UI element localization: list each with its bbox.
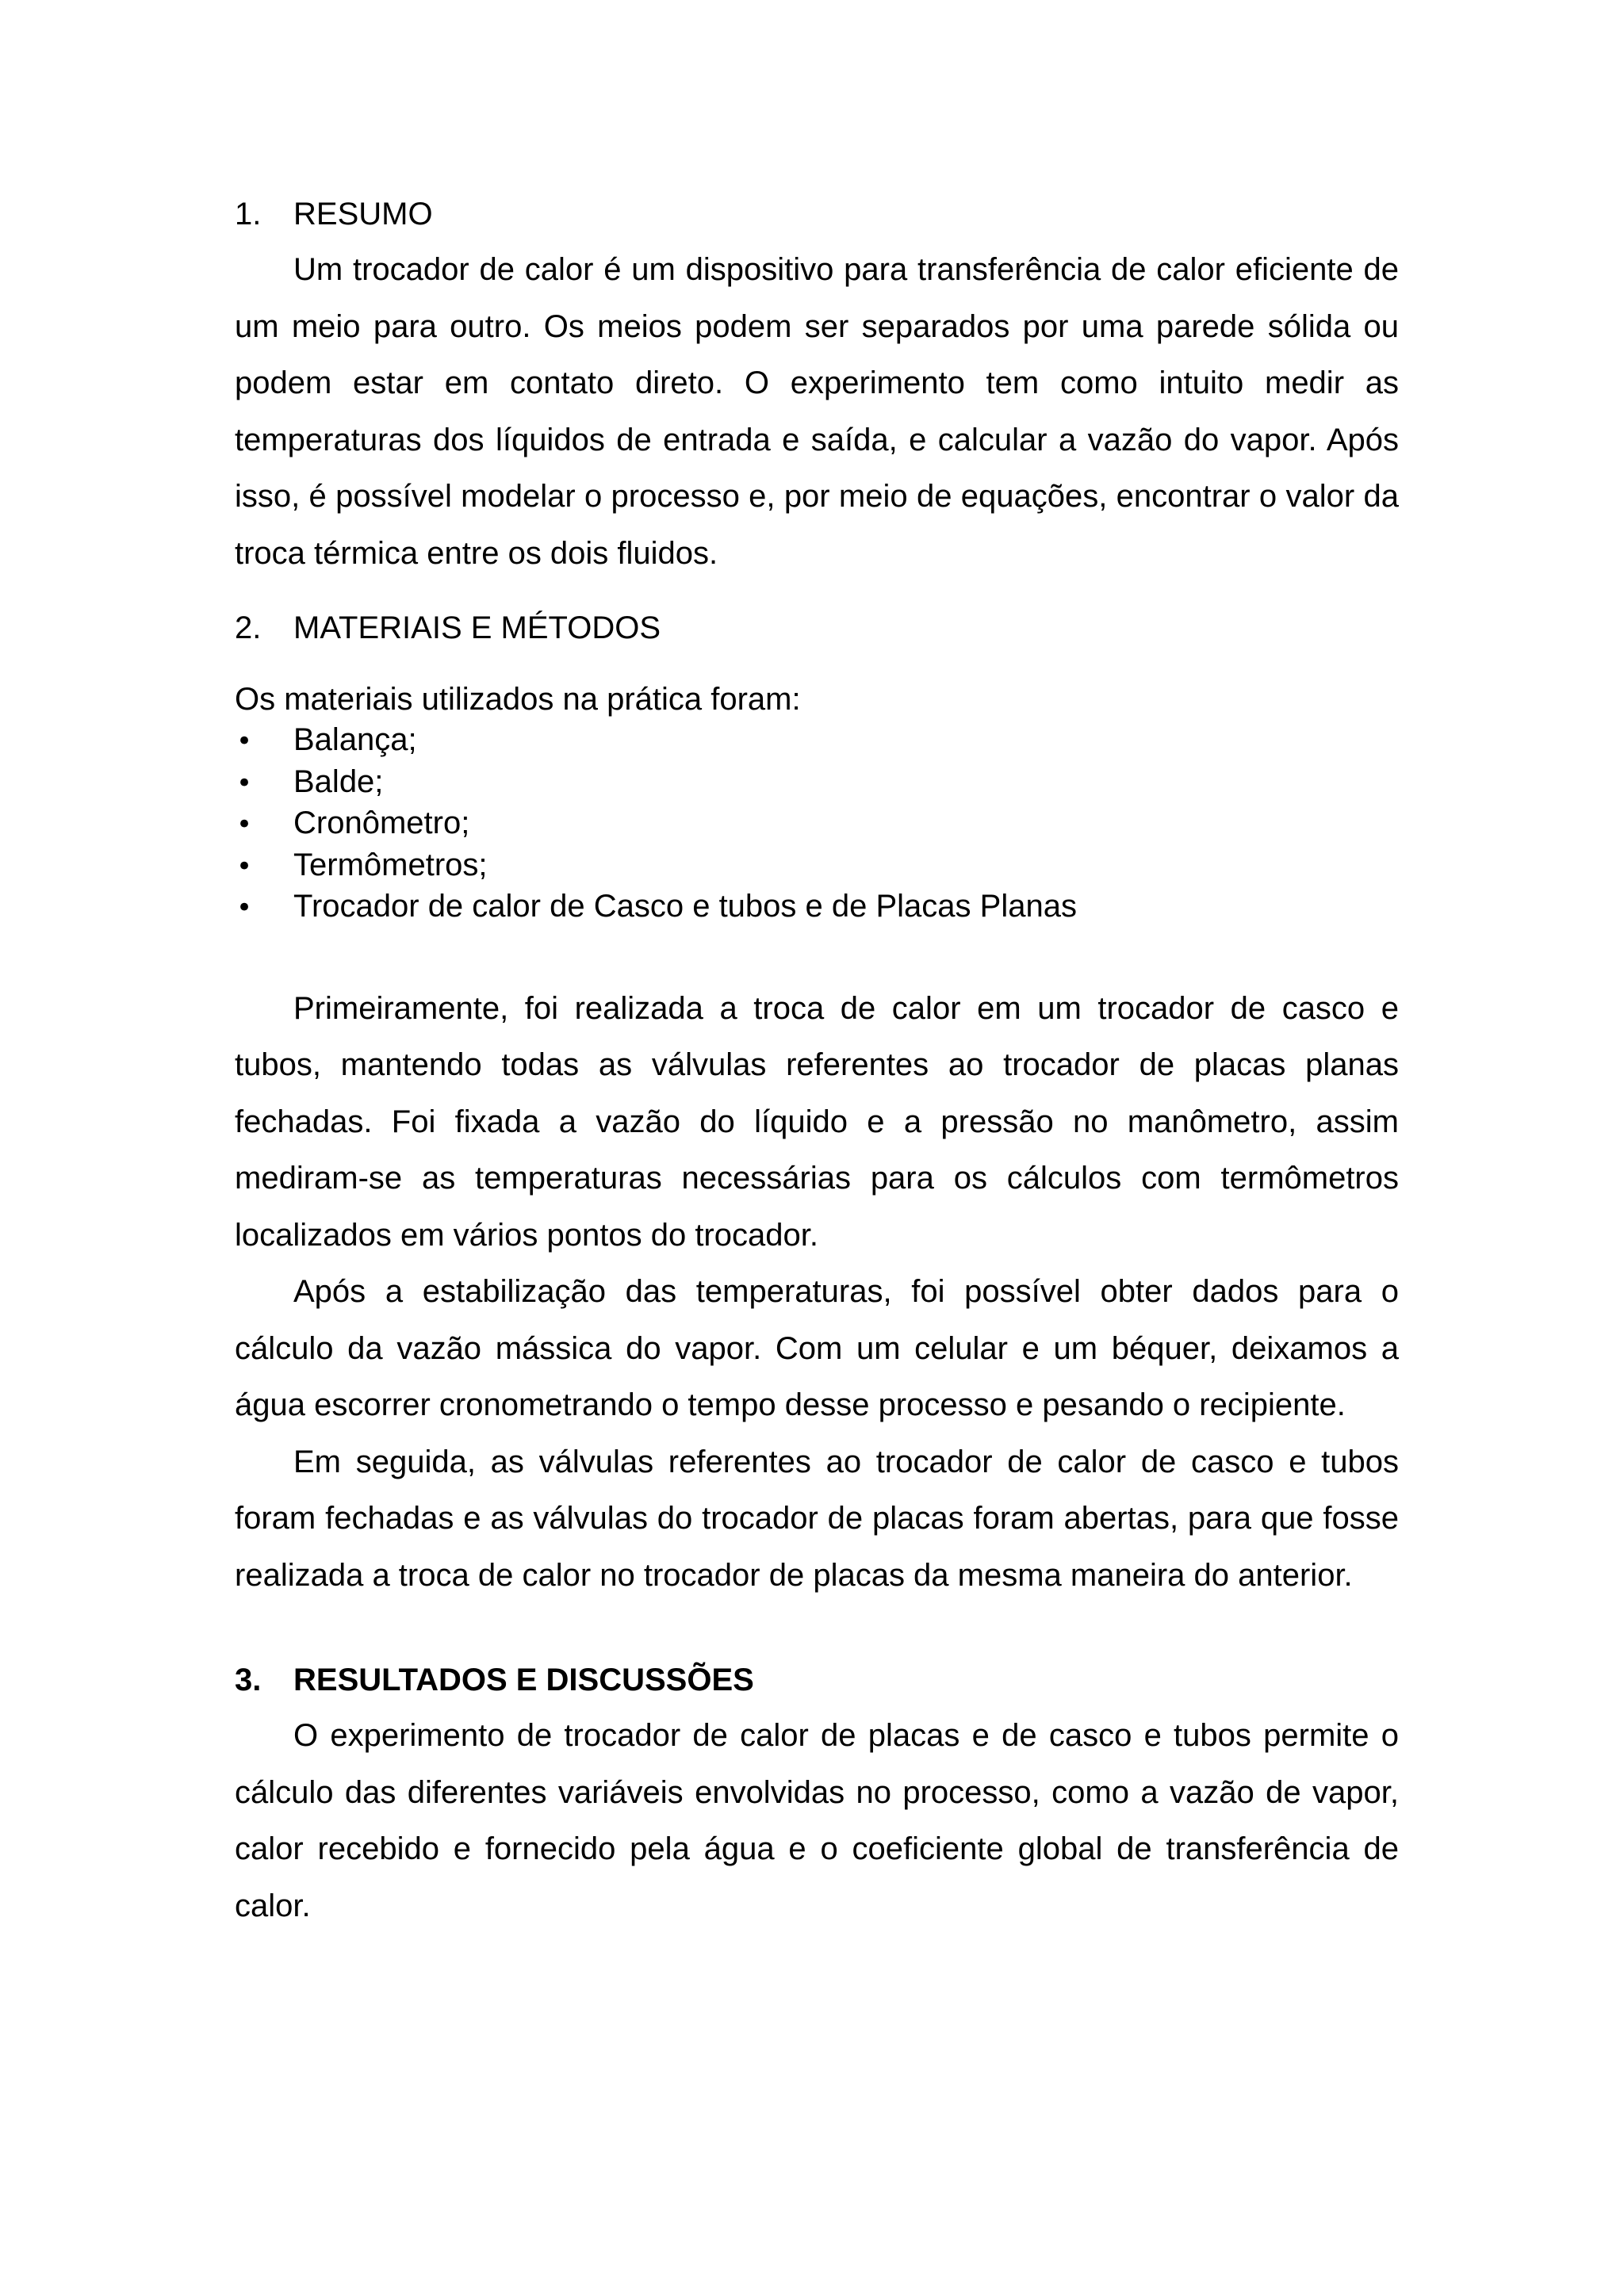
list-item-text: Trocador de calor de Casco e tubos e de Placas Planas bbox=[293, 889, 1077, 924]
list-item-text: Balde; bbox=[293, 763, 384, 799]
bullet-icon: • bbox=[236, 892, 253, 924]
list-item bbox=[235, 845, 1399, 887]
section-number: 1. bbox=[235, 197, 262, 232]
paragraph: O experimento de trocador de calor de placas e de casco e tubos permite o cálculo das diferentes variáveis envolvidas no processo, como a vazão de vapor, calor recebido e fornecido pela água e o coeficiente global de transferência de calor. bbox=[235, 1718, 1399, 1923]
section-title: MATERIAIS E MÉTODOS bbox=[293, 610, 661, 645]
bullet-icon: • bbox=[236, 850, 253, 882]
document-body bbox=[235, 193, 1399, 1934]
paragraph: Primeiramente, foi realizada a troca de calor em um trocador de casco e tubos, mantendo todas as válvulas referentes ao trocador de placas planas fechadas. Foi fixada a vazão do líquido e a pressão no manômetro, assim mediram-se as temperaturas necessárias para os cálculos com termômetros localizados em vários pontos do trocador. bbox=[235, 990, 1399, 1253]
paragraph: Após a estabilização das temperaturas, foi possível obter dados para o cálculo da vazão mássica do vapor. Com um celular e um béquer, deixamos a água escorrer cronometrando o tempo desse processo e pesando o recipiente. bbox=[235, 1274, 1399, 1422]
materials-intro: Os materiais utilizados na prática foram: bbox=[235, 682, 801, 717]
list-item bbox=[235, 720, 1399, 762]
section-number: 2. bbox=[235, 610, 262, 645]
section-heading-resumo bbox=[235, 193, 1399, 235]
paragraph: Em seguida, as válvulas referentes ao trocador de calor de casco e tubos foram fechadas e as válvulas do trocador de placas foram abertas, para que fosse realizada a troca de calor no trocador de placas da mesma maneira do anterior. bbox=[235, 1444, 1399, 1593]
section-number: 3. bbox=[235, 1663, 262, 1697]
list-item-text: Balança; bbox=[293, 722, 417, 757]
list-item bbox=[235, 803, 1399, 845]
section-heading-materiais-e-metodos bbox=[235, 607, 1399, 649]
materials-list bbox=[235, 720, 1399, 928]
section-title: RESULTADOS E DISCUSSÕES bbox=[293, 1663, 754, 1697]
bullet-icon: • bbox=[236, 725, 253, 757]
section-heading-resultados-e-discussoes bbox=[235, 1659, 1399, 1701]
list-item bbox=[235, 886, 1399, 928]
paragraph: Um trocador de calor é um dispositivo para transferência de calor eficiente de um meio para outro. Os meios podem ser separados por uma parede sólida ou podem estar em contato direto. O experimento tem como intuito medir as temperaturas dos líquidos de entrada e saída, e calcular a vazão do vapor. Após isso, é possível modelar o processo e, por meio de equações, encontrar o valor da troca térmica entre os dois fluidos. bbox=[235, 252, 1399, 571]
list-item bbox=[235, 762, 1399, 804]
section-title: RESUMO bbox=[293, 197, 433, 232]
list-item-text: Cronômetro; bbox=[293, 806, 470, 840]
list-item-text: Termômetros; bbox=[293, 847, 488, 882]
bullet-icon: • bbox=[236, 809, 253, 840]
bullet-icon: • bbox=[236, 767, 253, 799]
